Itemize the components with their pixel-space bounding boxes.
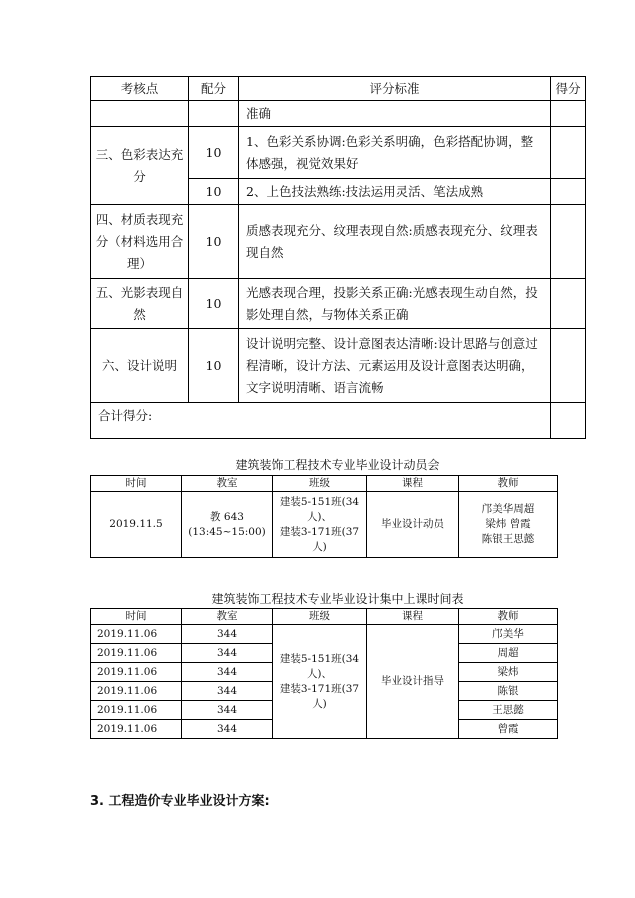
schedule-room: 344 <box>182 625 273 644</box>
criterion-continuation: 准确 <box>239 101 551 127</box>
class-line: 建装5-151班(34人)、 <box>279 495 360 523</box>
schedule-room: 344 <box>182 663 273 682</box>
header-time: 时间 <box>91 609 182 625</box>
schedule-date: 2019.11.06 <box>91 663 182 682</box>
score-allocation: 10 <box>189 127 239 179</box>
schedule-teacher: 陈银 <box>459 682 558 701</box>
schedule-course: 毕业设计指导 <box>367 625 459 739</box>
criterion-text: 设计说明完整、设计意图表达清晰:设计思路与创意过程清晰，设计方法、元素运用及设计意图表达明确，文字说明清晰、语言流畅 <box>239 329 551 403</box>
class-line: 建装3-171班(37人) <box>279 525 360 553</box>
teacher-line: 梁炜 曾霞 <box>485 518 531 530</box>
score-allocation: 10 <box>189 179 239 205</box>
table-row <box>91 205 586 279</box>
score-cell[interactable] <box>551 179 586 205</box>
schedule-room: 344 <box>182 682 273 701</box>
room-time: (13:45~15:00) <box>188 525 266 538</box>
schedule-teacher: 梁炜 <box>459 663 558 682</box>
meeting-teachers <box>459 492 558 558</box>
criterion-text: 质感表现充分、纹理表现自然:质感表现充分、纹理表现自然 <box>239 205 551 279</box>
score-allocation: 10 <box>189 329 239 403</box>
header-time: 时间 <box>91 476 182 492</box>
assessment-point: 三、色彩表达充分 <box>91 127 189 205</box>
class-line: 建装5-151班(34人)、 <box>279 652 360 680</box>
table-row <box>91 329 586 403</box>
schedule-table <box>90 608 558 739</box>
header-teacher: 教师 <box>459 609 558 625</box>
meeting-title: 建筑装饰工程技术专业毕业设计动员会 <box>235 458 440 472</box>
schedule-date: 2019.11.06 <box>91 720 182 739</box>
meeting-course: 毕业设计动员 <box>367 492 459 558</box>
table-row <box>91 492 558 558</box>
header-assessment-point: 考核点 <box>91 77 189 101</box>
header-score-allocation: 配分 <box>189 77 239 101</box>
meeting-room <box>182 492 273 558</box>
table-row <box>91 625 558 644</box>
section-heading: 3. 工程造价专业毕业设计方案: <box>90 794 270 809</box>
score-cell[interactable] <box>551 329 586 403</box>
total-score-cell[interactable] <box>551 403 586 439</box>
table-header-row <box>91 77 586 101</box>
class-line: 建装3-171班(37人) <box>279 682 360 710</box>
header-course: 课程 <box>367 609 459 625</box>
header-course: 课程 <box>367 476 459 492</box>
schedule-title: 建筑装饰工程技术专业毕业设计集中上课时间表 <box>211 592 464 606</box>
schedule-room: 344 <box>182 720 273 739</box>
teacher-line: 邝美华周超 <box>481 503 535 515</box>
schedule-room: 344 <box>182 701 273 720</box>
header-teacher: 教师 <box>459 476 558 492</box>
assessment-point: 六、设计说明 <box>91 329 189 403</box>
header-class: 班级 <box>273 609 367 625</box>
score-allocation: 10 <box>189 279 239 329</box>
header-criteria: 评分标准 <box>239 77 551 101</box>
score-cell[interactable] <box>551 127 586 179</box>
header-room: 教室 <box>182 609 273 625</box>
table-header-row <box>91 476 558 492</box>
scoring-criteria-table <box>90 76 586 439</box>
schedule-teacher: 曾霞 <box>459 720 558 739</box>
schedule-date: 2019.11.06 <box>91 682 182 701</box>
schedule-teacher: 邝美华 <box>459 625 558 644</box>
total-row <box>91 403 586 439</box>
schedule-class <box>273 625 367 739</box>
header-room: 教室 <box>182 476 273 492</box>
table-row <box>91 101 586 127</box>
schedule-teacher: 王思懿 <box>459 701 558 720</box>
schedule-room: 344 <box>182 644 273 663</box>
total-score-label: 合计得分: <box>91 403 551 439</box>
criterion-text: 1、色彩关系协调:色彩关系明确，色彩搭配协调，整体感强，视觉效果好 <box>239 127 551 179</box>
header-class: 班级 <box>273 476 367 492</box>
score-cell[interactable] <box>551 205 586 279</box>
schedule-date: 2019.11.06 <box>91 644 182 663</box>
schedule-teacher: 周超 <box>459 644 558 663</box>
criterion-text: 光感表现合理，投影关系正确:光感表现生动自然，投影处理自然，与物体关系正确 <box>239 279 551 329</box>
header-score: 得分 <box>551 77 586 101</box>
room-number: 教 643 <box>210 510 244 523</box>
score-cell[interactable] <box>551 279 586 329</box>
meeting-time: 2019.11.5 <box>91 492 182 558</box>
teacher-line: 陈银王思懿 <box>481 533 535 545</box>
assessment-point: 四、材质表现充分（材料选用合理） <box>91 205 189 279</box>
table-row <box>91 279 586 329</box>
schedule-date: 2019.11.06 <box>91 625 182 644</box>
kickoff-meeting-table <box>90 475 558 558</box>
score-allocation: 10 <box>189 205 239 279</box>
criterion-text: 2、上色技法熟练:技法运用灵活、笔法成熟 <box>239 179 551 205</box>
table-row <box>91 127 586 179</box>
schedule-date: 2019.11.06 <box>91 701 182 720</box>
table-header-row <box>91 609 558 625</box>
meeting-class <box>273 492 367 558</box>
assessment-point: 五、光影表现自然 <box>91 279 189 329</box>
